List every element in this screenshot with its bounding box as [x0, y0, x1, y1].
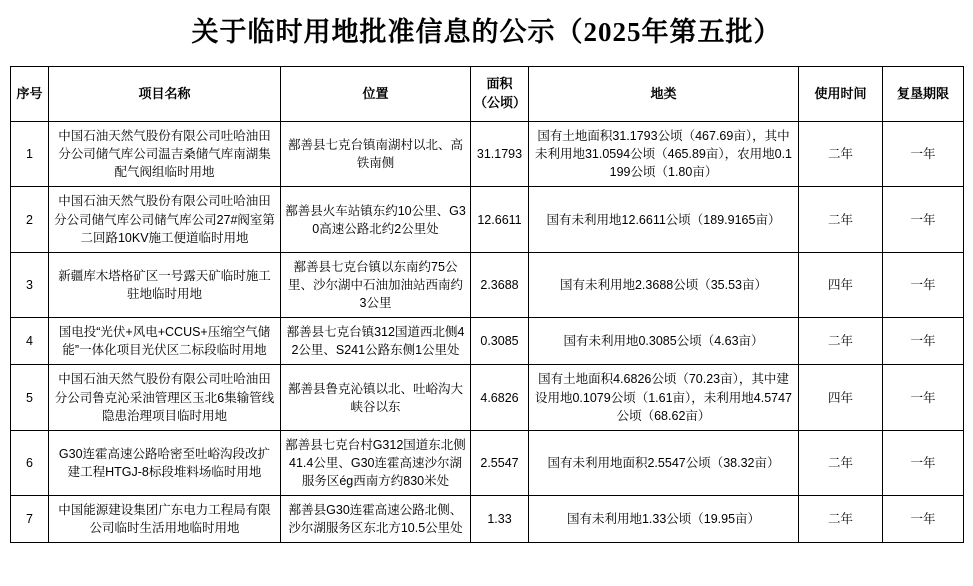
- cell-use-period: 二年: [799, 122, 883, 187]
- cell-location: 鄯善县鲁克沁镇以北、吐峪沟大峡谷以东: [281, 365, 471, 430]
- table-header-row: [11, 67, 964, 122]
- table-row: [11, 122, 964, 187]
- cell-area: 2.3688: [471, 252, 529, 317]
- column-header-restore-period: 复垦期限: [883, 67, 964, 122]
- cell-project-name: 新疆库木塔格矿区一号露天矿临时施工驻地临时用地: [49, 252, 281, 317]
- table-row: [11, 187, 964, 252]
- cell-no: 3: [11, 252, 49, 317]
- column-header-use-period: 使用时间: [799, 67, 883, 122]
- cell-location: 鄯善县G30连霍高速公路北侧、沙尔湖服务区东北方10.5公里处: [281, 496, 471, 543]
- cell-no: 4: [11, 318, 49, 365]
- table-row: [11, 496, 964, 543]
- column-header-land-type: 地类: [529, 67, 799, 122]
- cell-no: 6: [11, 430, 49, 495]
- cell-restore-period: 一年: [883, 318, 964, 365]
- cell-project-name: 中国能源建设集团广东电力工程局有限公司临时生活用地临时用地: [49, 496, 281, 543]
- cell-land-type: 国有土地面积4.6826公顷（70.23亩），其中建设用地0.1079公顷（1.61亩），未利用地4.5747公顷（68.62亩）: [529, 365, 799, 430]
- column-header-area: 面积（公顷）: [471, 67, 529, 122]
- cell-project-name: 中国石油天然气股份有限公司吐哈油田分公司储气库公司温吉桑储气库南湖集配气阀组临时用地: [49, 122, 281, 187]
- cell-no: 2: [11, 187, 49, 252]
- cell-location: 鄯善县七克台村G312国道东北侧41.4公里、G30连霍高速沙尔湖服务区ég西南方约830米处: [281, 430, 471, 495]
- cell-restore-period: 一年: [883, 122, 964, 187]
- cell-project-name: 国电投“光伏+风电+CCUS+压缩空气储能”一体化项目光伏区二标段临时用地: [49, 318, 281, 365]
- cell-no: 7: [11, 496, 49, 543]
- cell-restore-period: 一年: [883, 187, 964, 252]
- cell-location: 鄯善县七克台镇312国道西北侧42公里、S241公路东侧1公里处: [281, 318, 471, 365]
- table-row: [11, 318, 964, 365]
- column-header-no: 序号: [11, 67, 49, 122]
- cell-project-name: G30连霍高速公路哈密至吐峪沟段改扩建工程HTGJ-8标段堆料场临时用地: [49, 430, 281, 495]
- cell-use-period: 二年: [799, 430, 883, 495]
- cell-area: 4.6826: [471, 365, 529, 430]
- table-row: [11, 252, 964, 317]
- cell-location: 鄯善县火车站镇东约10公里、G30高速公路北约2公里处: [281, 187, 471, 252]
- cell-land-type: 国有未利用地12.6611公顷（189.9165亩）: [529, 187, 799, 252]
- cell-land-type: 国有未利用地面积2.5547公顷（38.32亩）: [529, 430, 799, 495]
- cell-location: 鄯善县七克台镇以东南约75公里、沙尔湖中石油加油站西南约3公里: [281, 252, 471, 317]
- temporary-land-approval-table: [10, 66, 964, 543]
- table-row: [11, 365, 964, 430]
- cell-restore-period: 一年: [883, 252, 964, 317]
- column-header-project-name: 项目名称: [49, 67, 281, 122]
- cell-area: 1.33: [471, 496, 529, 543]
- cell-area: 31.1793: [471, 122, 529, 187]
- cell-no: 5: [11, 365, 49, 430]
- cell-land-type: 国有未利用地2.3688公顷（35.53亩）: [529, 252, 799, 317]
- cell-use-period: 二年: [799, 496, 883, 543]
- table-row: [11, 430, 964, 495]
- cell-use-period: 二年: [799, 187, 883, 252]
- cell-restore-period: 一年: [883, 496, 964, 543]
- cell-restore-period: 一年: [883, 365, 964, 430]
- cell-restore-period: 一年: [883, 430, 964, 495]
- cell-use-period: 四年: [799, 252, 883, 317]
- cell-land-type: 国有未利用地0.3085公顷（4.63亩）: [529, 318, 799, 365]
- cell-area: 12.6611: [471, 187, 529, 252]
- cell-project-name: 中国石油天然气股份有限公司吐哈油田分公司储气库公司储气库公司27#阀室第二回路10KV施工便道临时用地: [49, 187, 281, 252]
- cell-use-period: 四年: [799, 365, 883, 430]
- cell-land-type: 国有未利用地1.33公顷（19.95亩）: [529, 496, 799, 543]
- cell-land-type: 国有土地面积31.1793公顷（467.69亩），其中未利用地31.0594公顷（465.89亩），农用地0.1199公顷（1.80亩）: [529, 122, 799, 187]
- cell-area: 2.5547: [471, 430, 529, 495]
- cell-use-period: 二年: [799, 318, 883, 365]
- cell-no: 1: [11, 122, 49, 187]
- cell-location: 鄯善县七克台镇南湖村以北、高铁南侧: [281, 122, 471, 187]
- cell-project-name: 中国石油天然气股份有限公司吐哈油田分公司鲁克沁采油管理区玉北6集输管线隐患治理项目临时用地: [49, 365, 281, 430]
- column-header-location: 位置: [281, 67, 471, 122]
- cell-area: 0.3085: [471, 318, 529, 365]
- page-title: 关于临时用地批准信息的公示（2025年第五批）: [191, 17, 782, 47]
